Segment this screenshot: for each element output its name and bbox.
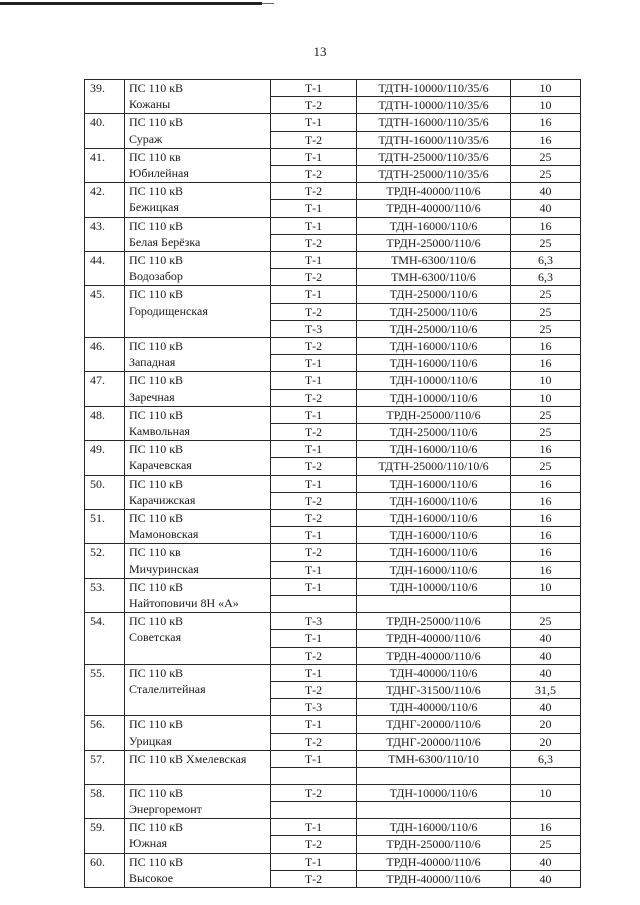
transformer-model: ТДН-16000/110/6	[357, 561, 511, 578]
transformer-id: Т-1	[271, 80, 357, 97]
substation-name-line: ПС 110 кВ	[129, 820, 184, 835]
transformer-id: Т-1	[271, 578, 357, 595]
entry-number: 51.	[85, 510, 125, 544]
substation-name-line: ПС 110 кВ Хмелевская	[129, 751, 247, 766]
entry-number: 60.	[85, 853, 125, 887]
transformer-power: 40	[511, 664, 581, 681]
substation-name	[125, 252, 271, 286]
transformer-power: 16	[511, 561, 581, 578]
substation-name	[125, 475, 271, 509]
transformer-model: ТРДН-25000/110/6	[357, 613, 511, 630]
transformer-model: ТДН-10000/110/6	[357, 578, 511, 595]
table-row	[85, 406, 581, 423]
substation-name-line: ПС 110 кВ	[129, 442, 184, 457]
substation-name	[125, 544, 271, 578]
substation-name-line: ПС 110 кВ	[129, 184, 184, 199]
table-row	[85, 372, 581, 389]
substation-name-line: Заречная	[129, 389, 175, 404]
table-row	[85, 544, 581, 561]
substation-name-line: Сураж	[129, 131, 163, 146]
transformer-power: 40	[511, 699, 581, 716]
entry-number: 56.	[85, 716, 125, 750]
substation-name-line: ПС 110 кВ	[129, 785, 184, 800]
transformer-model: ТДН-16000/110/6	[357, 338, 511, 355]
substation-name	[125, 819, 271, 853]
empty-cell	[511, 596, 581, 613]
transformer-power: 40	[511, 630, 581, 647]
transformer-id: Т-2	[271, 647, 357, 664]
transformer-model: ТРДН-40000/110/6	[357, 870, 511, 887]
transformer-id: Т-3	[271, 320, 357, 337]
transformer-model: ТДН-16000/110/6	[357, 527, 511, 544]
transformer-model: ТДТН-10000/110/35/6	[357, 97, 511, 114]
substation-name	[125, 510, 271, 544]
substation-name-line: ПС 110 кВ	[129, 218, 184, 233]
transformer-id: Т-2	[271, 458, 357, 475]
transformer-power: 16	[511, 355, 581, 372]
transformer-model: ТМН-6300/110/10	[357, 750, 511, 767]
empty-cell	[271, 802, 357, 819]
table-row	[85, 286, 581, 303]
table-row	[85, 114, 581, 131]
entry-number: 46.	[85, 338, 125, 372]
header-rule-tail	[262, 3, 274, 4]
transformer-model: ТДТН-25000/110/10/6	[357, 458, 511, 475]
transformer-model: ТРДН-40000/110/6	[357, 647, 511, 664]
substation-name-line: Белая Берёзка	[129, 234, 201, 249]
table-row	[85, 148, 581, 165]
substation-name	[125, 148, 271, 182]
transformer-id: Т-1	[271, 664, 357, 681]
substation-name-line: ПС 110 кВ	[129, 511, 184, 526]
transformer-id: Т-2	[271, 544, 357, 561]
transformer-model: ТДН-25000/110/6	[357, 424, 511, 441]
transformer-id: Т-2	[271, 492, 357, 509]
substation-name	[125, 578, 271, 612]
transformer-power: 31,5	[511, 681, 581, 698]
substation-name	[125, 217, 271, 251]
transformer-power: 16	[511, 510, 581, 527]
substation-name	[125, 183, 271, 217]
transformer-id: Т-2	[271, 681, 357, 698]
entry-number: 52.	[85, 544, 125, 578]
table-row	[85, 613, 581, 630]
transformer-model: ТДН-25000/110/6	[357, 286, 511, 303]
transformer-power: 25	[511, 424, 581, 441]
transformer-power: 16	[511, 819, 581, 836]
table-row	[85, 338, 581, 355]
transformer-model: ТРДН-25000/110/6	[357, 234, 511, 251]
table-row	[85, 252, 581, 269]
entry-number: 59.	[85, 819, 125, 853]
table-row	[85, 475, 581, 492]
entry-number: 43.	[85, 217, 125, 251]
substation-name	[125, 441, 271, 475]
transformer-id: Т-2	[271, 131, 357, 148]
substation-name	[125, 613, 271, 665]
substation-name	[125, 80, 271, 114]
entry-number: 45.	[85, 286, 125, 338]
transformer-id: Т-2	[271, 424, 357, 441]
entry-number: 44.	[85, 252, 125, 286]
transformer-id: Т-1	[271, 286, 357, 303]
transformer-id: Т-1	[271, 716, 357, 733]
header-rule	[0, 2, 262, 5]
transformer-id: Т-1	[271, 372, 357, 389]
substation-name-line: ПС 110 кВ	[129, 407, 184, 422]
substation-name	[125, 853, 271, 887]
transformer-id: Т-1	[271, 630, 357, 647]
transformer-id: Т-1	[271, 252, 357, 269]
transformer-power: 40	[511, 853, 581, 870]
transformer-model: ТРДН-40000/110/6	[357, 200, 511, 217]
substation-name-line: ПС 110 кВ	[129, 579, 184, 594]
transformer-power: 25	[511, 406, 581, 423]
table-row	[85, 784, 581, 801]
transformer-power: 10	[511, 372, 581, 389]
substation-name	[125, 114, 271, 148]
transformer-id: Т-3	[271, 613, 357, 630]
transformer-model: ТДН-40000/110/6	[357, 699, 511, 716]
entry-number: 47.	[85, 372, 125, 406]
table-row	[85, 664, 581, 681]
transformer-power: 10	[511, 578, 581, 595]
table-row	[85, 183, 581, 200]
transformer-id: Т-2	[271, 870, 357, 887]
transformer-id: Т-1	[271, 527, 357, 544]
transformer-model: ТДН-16000/110/6	[357, 217, 511, 234]
table-row	[85, 217, 581, 234]
transformer-id: Т-1	[271, 406, 357, 423]
substation-name-line: Мичуринская	[129, 561, 199, 576]
transformer-model: ТДН-16000/110/6	[357, 544, 511, 561]
transformer-power: 10	[511, 97, 581, 114]
transformer-id: Т-3	[271, 699, 357, 716]
substation-name-line: ПС 110 кВ	[129, 339, 184, 354]
transformer-model: ТРДН-25000/110/6	[357, 406, 511, 423]
transformer-id: Т-1	[271, 441, 357, 458]
transformer-power: 20	[511, 716, 581, 733]
entry-number: 49.	[85, 441, 125, 475]
substation-table-body	[85, 80, 581, 888]
substation-name	[125, 664, 271, 716]
transformer-id: Т-2	[271, 303, 357, 320]
transformer-model: ТДН-40000/110/6	[357, 664, 511, 681]
transformer-id: Т-2	[271, 166, 357, 183]
transformer-id: Т-2	[271, 733, 357, 750]
entry-number: 57.	[85, 750, 125, 784]
transformer-id: Т-2	[271, 389, 357, 406]
substation-name-line: ПС 110 кВ	[129, 614, 184, 629]
transformer-model: ТРДН-25000/110/6	[357, 836, 511, 853]
transformer-power: 25	[511, 303, 581, 320]
transformer-id: Т-1	[271, 750, 357, 767]
transformer-id: Т-1	[271, 148, 357, 165]
transformer-power: 16	[511, 527, 581, 544]
transformer-model: ТДН-16000/110/6	[357, 475, 511, 492]
transformer-model: ТДТН-25000/110/35/6	[357, 148, 511, 165]
substation-name	[125, 784, 271, 818]
substation-name-line: ПС 110 кВ	[129, 665, 184, 680]
empty-cell	[357, 802, 511, 819]
substation-name	[125, 372, 271, 406]
transformer-power: 6,3	[511, 252, 581, 269]
transformer-power: 25	[511, 320, 581, 337]
transformer-id: Т-1	[271, 217, 357, 234]
transformer-power: 20	[511, 733, 581, 750]
empty-cell	[271, 767, 357, 784]
substation-name	[125, 716, 271, 750]
substation-name-line: ПС 110 кВ	[129, 373, 184, 388]
transformer-power: 25	[511, 286, 581, 303]
transformer-model: ТДТН-25000/110/35/6	[357, 166, 511, 183]
substation-name-line: ПС 110 кв	[129, 545, 181, 560]
substation-name-line: Энергоремонт	[129, 802, 202, 817]
substation-name-line: Высокое	[129, 870, 174, 885]
substation-name	[125, 750, 271, 784]
transformer-model: ТМН-6300/110/6	[357, 252, 511, 269]
transformer-model: ТДН-25000/110/6	[357, 303, 511, 320]
transformer-model: ТДНГ-31500/110/6	[357, 681, 511, 698]
substation-name-line: Советская	[129, 630, 182, 645]
transformer-id: Т-2	[271, 836, 357, 853]
transformer-model: ТДН-16000/110/6	[357, 492, 511, 509]
transformer-id: Т-2	[271, 510, 357, 527]
transformer-power: 25	[511, 166, 581, 183]
substation-name-line: Южная	[129, 836, 168, 851]
transformer-id: Т-1	[271, 853, 357, 870]
entry-number: 58.	[85, 784, 125, 818]
transformer-id: Т-1	[271, 819, 357, 836]
substation-name-line: Урицкая	[129, 733, 172, 748]
entry-number: 41.	[85, 148, 125, 182]
transformer-model: ТМН-6300/110/6	[357, 269, 511, 286]
substation-name-line: ПС 110 кВ	[129, 287, 184, 302]
empty-cell	[511, 767, 581, 784]
transformer-model: ТРДН-40000/110/6	[357, 183, 511, 200]
entry-number: 53.	[85, 578, 125, 612]
substation-name-line: ПС 110 кв	[129, 149, 181, 164]
table-row	[85, 441, 581, 458]
transformer-power: 16	[511, 217, 581, 234]
empty-cell	[357, 596, 511, 613]
empty-cell	[511, 802, 581, 819]
table-row	[85, 80, 581, 97]
table-row	[85, 716, 581, 733]
transformer-id: Т-2	[271, 97, 357, 114]
substation-name	[125, 406, 271, 440]
transformer-id: Т-2	[271, 784, 357, 801]
substation-name-line: Бежицкая	[129, 200, 179, 215]
transformer-model: ТДНГ-20000/110/6	[357, 733, 511, 750]
transformer-model: ТРДН-40000/110/6	[357, 853, 511, 870]
transformer-model: ТРДН-40000/110/6	[357, 630, 511, 647]
substation-name-line: Карачевская	[129, 458, 192, 473]
substation-name-line: Западная	[129, 355, 176, 370]
transformer-power: 16	[511, 492, 581, 509]
transformer-id: Т-1	[271, 200, 357, 217]
substation-name-line: ПС 110 кВ	[129, 115, 184, 130]
entry-number: 48.	[85, 406, 125, 440]
transformer-id: Т-1	[271, 561, 357, 578]
transformer-power: 16	[511, 114, 581, 131]
transformer-model: ТДН-16000/110/6	[357, 510, 511, 527]
substation-name-line: ПС 110 кВ	[129, 854, 184, 869]
transformer-id: Т-2	[271, 338, 357, 355]
transformer-power: 16	[511, 131, 581, 148]
transformer-power: 16	[511, 338, 581, 355]
transformer-id: Т-1	[271, 355, 357, 372]
transformer-model: ТДН-10000/110/6	[357, 784, 511, 801]
transformer-model: ТДН-10000/110/6	[357, 389, 511, 406]
table-row	[85, 819, 581, 836]
substation-table	[84, 79, 581, 888]
substation-name-line: Найтоповичи 8Н «А»	[129, 596, 239, 611]
transformer-model: ТДТН-16000/110/35/6	[357, 114, 511, 131]
substation-name-line: ПС 110 кВ	[129, 717, 184, 732]
empty-cell	[271, 596, 357, 613]
substation-name-line: Юбилейная	[129, 166, 189, 181]
table-row	[85, 853, 581, 870]
transformer-power: 40	[511, 870, 581, 887]
empty-cell	[357, 767, 511, 784]
entry-number: 50.	[85, 475, 125, 509]
transformer-model: ТДТН-10000/110/35/6	[357, 80, 511, 97]
transformer-power: 10	[511, 389, 581, 406]
substation-name-line: Мамоновская	[129, 527, 199, 542]
substation-name-line: ПС 110 кВ	[129, 476, 184, 491]
substation-name-line: Карачижская	[129, 492, 196, 507]
substation-name-line: Кожаны	[129, 97, 171, 112]
entry-number: 39.	[85, 80, 125, 114]
transformer-id: Т-2	[271, 183, 357, 200]
transformer-model: ТДН-10000/110/6	[357, 372, 511, 389]
substation-name-line: Городищенская	[129, 303, 208, 318]
transformer-power: 25	[511, 836, 581, 853]
substation-name	[125, 338, 271, 372]
page-number: 13	[313, 44, 327, 59]
transformer-power: 10	[511, 80, 581, 97]
transformer-model: ТДН-16000/110/6	[357, 441, 511, 458]
substation-name-line: Камвольная	[129, 424, 190, 439]
transformer-power: 40	[511, 200, 581, 217]
transformer-model: ТДН-16000/110/6	[357, 819, 511, 836]
transformer-id: Т-1	[271, 475, 357, 492]
transformer-power: 25	[511, 148, 581, 165]
substation-name	[125, 286, 271, 338]
transformer-power: 16	[511, 475, 581, 492]
transformer-model: ТДН-25000/110/6	[357, 320, 511, 337]
transformer-model: ТДТН-16000/110/35/6	[357, 131, 511, 148]
transformer-id: Т-2	[271, 234, 357, 251]
substation-name-line: Сталелитейная	[129, 681, 206, 696]
transformer-power: 10	[511, 784, 581, 801]
transformer-power: 40	[511, 183, 581, 200]
transformer-power: 16	[511, 544, 581, 561]
substation-name-line: Водозабор	[129, 269, 183, 284]
transformer-power: 25	[511, 613, 581, 630]
transformer-power: 6,3	[511, 269, 581, 286]
substation-name-line: ПС 110 кВ	[129, 81, 184, 95]
entry-number: 55.	[85, 664, 125, 716]
table-row	[85, 510, 581, 527]
transformer-model: ТДНГ-20000/110/6	[357, 716, 511, 733]
transformer-power: 6,3	[511, 750, 581, 767]
transformer-id: Т-1	[271, 114, 357, 131]
transformer-power: 25	[511, 234, 581, 251]
entry-number: 42.	[85, 183, 125, 217]
entry-number: 54.	[85, 613, 125, 665]
transformer-model: ТДН-16000/110/6	[357, 355, 511, 372]
transformer-power: 40	[511, 647, 581, 664]
table-row	[85, 578, 581, 595]
transformer-power: 16	[511, 441, 581, 458]
substation-name-line: ПС 110 кВ	[129, 253, 184, 268]
transformer-power: 25	[511, 458, 581, 475]
entry-number: 40.	[85, 114, 125, 148]
transformer-id: Т-2	[271, 269, 357, 286]
table-row	[85, 750, 581, 767]
